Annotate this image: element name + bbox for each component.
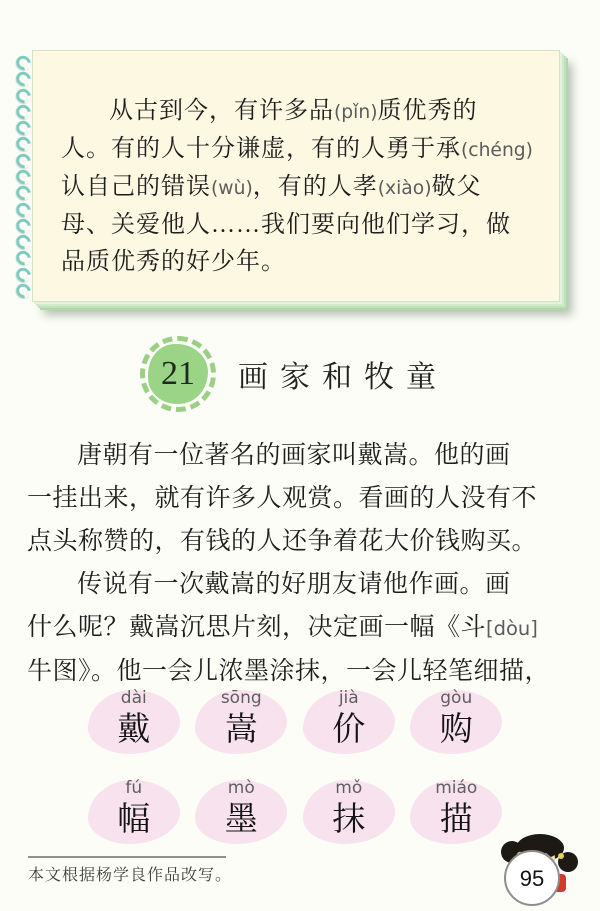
character-pinyin: mò xyxy=(227,778,255,798)
note-line: 从古到今，有许多品(pǐn)质优秀的 xyxy=(109,98,478,124)
character-hanzi: 嵩 xyxy=(224,712,258,748)
page-number-badge xyxy=(490,828,590,908)
text-line: 一挂出来，就有许多人观赏。看画的人没有不 xyxy=(27,485,538,512)
character-card xyxy=(403,688,511,762)
character-pinyin: miáo xyxy=(435,778,478,798)
lesson-body xyxy=(27,434,583,693)
coil-icon xyxy=(13,281,33,301)
character-card xyxy=(188,778,296,852)
coil-icon xyxy=(13,102,33,122)
character-hanzi: 描 xyxy=(439,802,473,838)
text-line: 传说有一次戴嵩的好朋友请他作画。画 xyxy=(77,571,511,598)
text-line: 点头称赞的，有钱的人还争着花大价钱购买。 xyxy=(27,528,538,555)
footnote-rule xyxy=(28,856,226,858)
coil-icon xyxy=(13,199,33,219)
character-pinyin: fú xyxy=(125,778,143,798)
character-hanzi: 戴 xyxy=(117,712,151,748)
character-hanzi: 幅 xyxy=(117,802,151,838)
text-line: 什么呢？戴嵩沉思片刻，决定画一幅《斗[dòu] xyxy=(27,614,538,641)
coil-icon xyxy=(13,53,33,73)
girl-illustration xyxy=(490,828,590,908)
character-pinyin: jià xyxy=(338,688,359,708)
coil-icon xyxy=(13,167,33,187)
character-card xyxy=(295,688,403,762)
notepad-paper xyxy=(32,50,560,302)
character-hanzi: 抹 xyxy=(332,802,366,838)
character-pinyin: mǒ xyxy=(335,778,363,798)
character-pinyin: dài xyxy=(120,688,147,708)
coil-icon xyxy=(13,151,33,171)
coil-icon xyxy=(13,232,33,252)
paragraph xyxy=(27,563,583,693)
character-card xyxy=(188,688,296,762)
paragraph xyxy=(27,434,583,563)
notepad xyxy=(16,48,564,310)
hair-tie-icon xyxy=(558,853,564,859)
character-hanzi: 墨 xyxy=(224,802,258,838)
character-card xyxy=(80,778,188,852)
coil-icon xyxy=(13,69,33,89)
text-line: 牛图》。他一会儿浓墨涂抹，一会儿轻笔细描， xyxy=(27,658,551,685)
character-hanzi: 购 xyxy=(439,712,473,748)
note-line: 品质优秀的好少年。 xyxy=(61,249,286,275)
footnote xyxy=(28,856,288,885)
note-line: 人。有的人十分谦虚，有的人勇于承(chéng) xyxy=(61,136,533,162)
coil-icon xyxy=(13,85,33,105)
footnote-text: 本文根据杨学良作品改写。 xyxy=(28,867,233,884)
coil-icon xyxy=(13,216,33,236)
character-card xyxy=(295,778,403,852)
note-line: 认自己的错误(wù)，有的人孝(xiào)敬父 xyxy=(61,174,482,200)
coil-icon xyxy=(13,134,33,154)
text-line: 唐朝有一位著名的画家叫戴嵩。他的画 xyxy=(77,442,511,469)
coil-icon xyxy=(13,118,33,138)
coil-icon xyxy=(13,248,33,268)
note-line: 母、关爱他人……我们要向他们学习，做 xyxy=(61,212,511,238)
spiral-binding-icon xyxy=(16,56,44,298)
character-pinyin: sōng xyxy=(220,688,262,708)
character-hanzi: 价 xyxy=(332,712,366,748)
lesson-number: 21 xyxy=(161,355,195,392)
lesson-header xyxy=(140,334,448,414)
new-characters-grid xyxy=(80,688,510,852)
lesson-number-badge xyxy=(140,336,216,412)
coil-icon xyxy=(13,265,33,285)
coil-icon xyxy=(13,183,33,203)
lesson-title: 画家和牧童 xyxy=(238,361,448,394)
character-card xyxy=(80,688,188,762)
character-pinyin: gòu xyxy=(440,688,473,708)
page-number: 95 xyxy=(519,866,545,891)
